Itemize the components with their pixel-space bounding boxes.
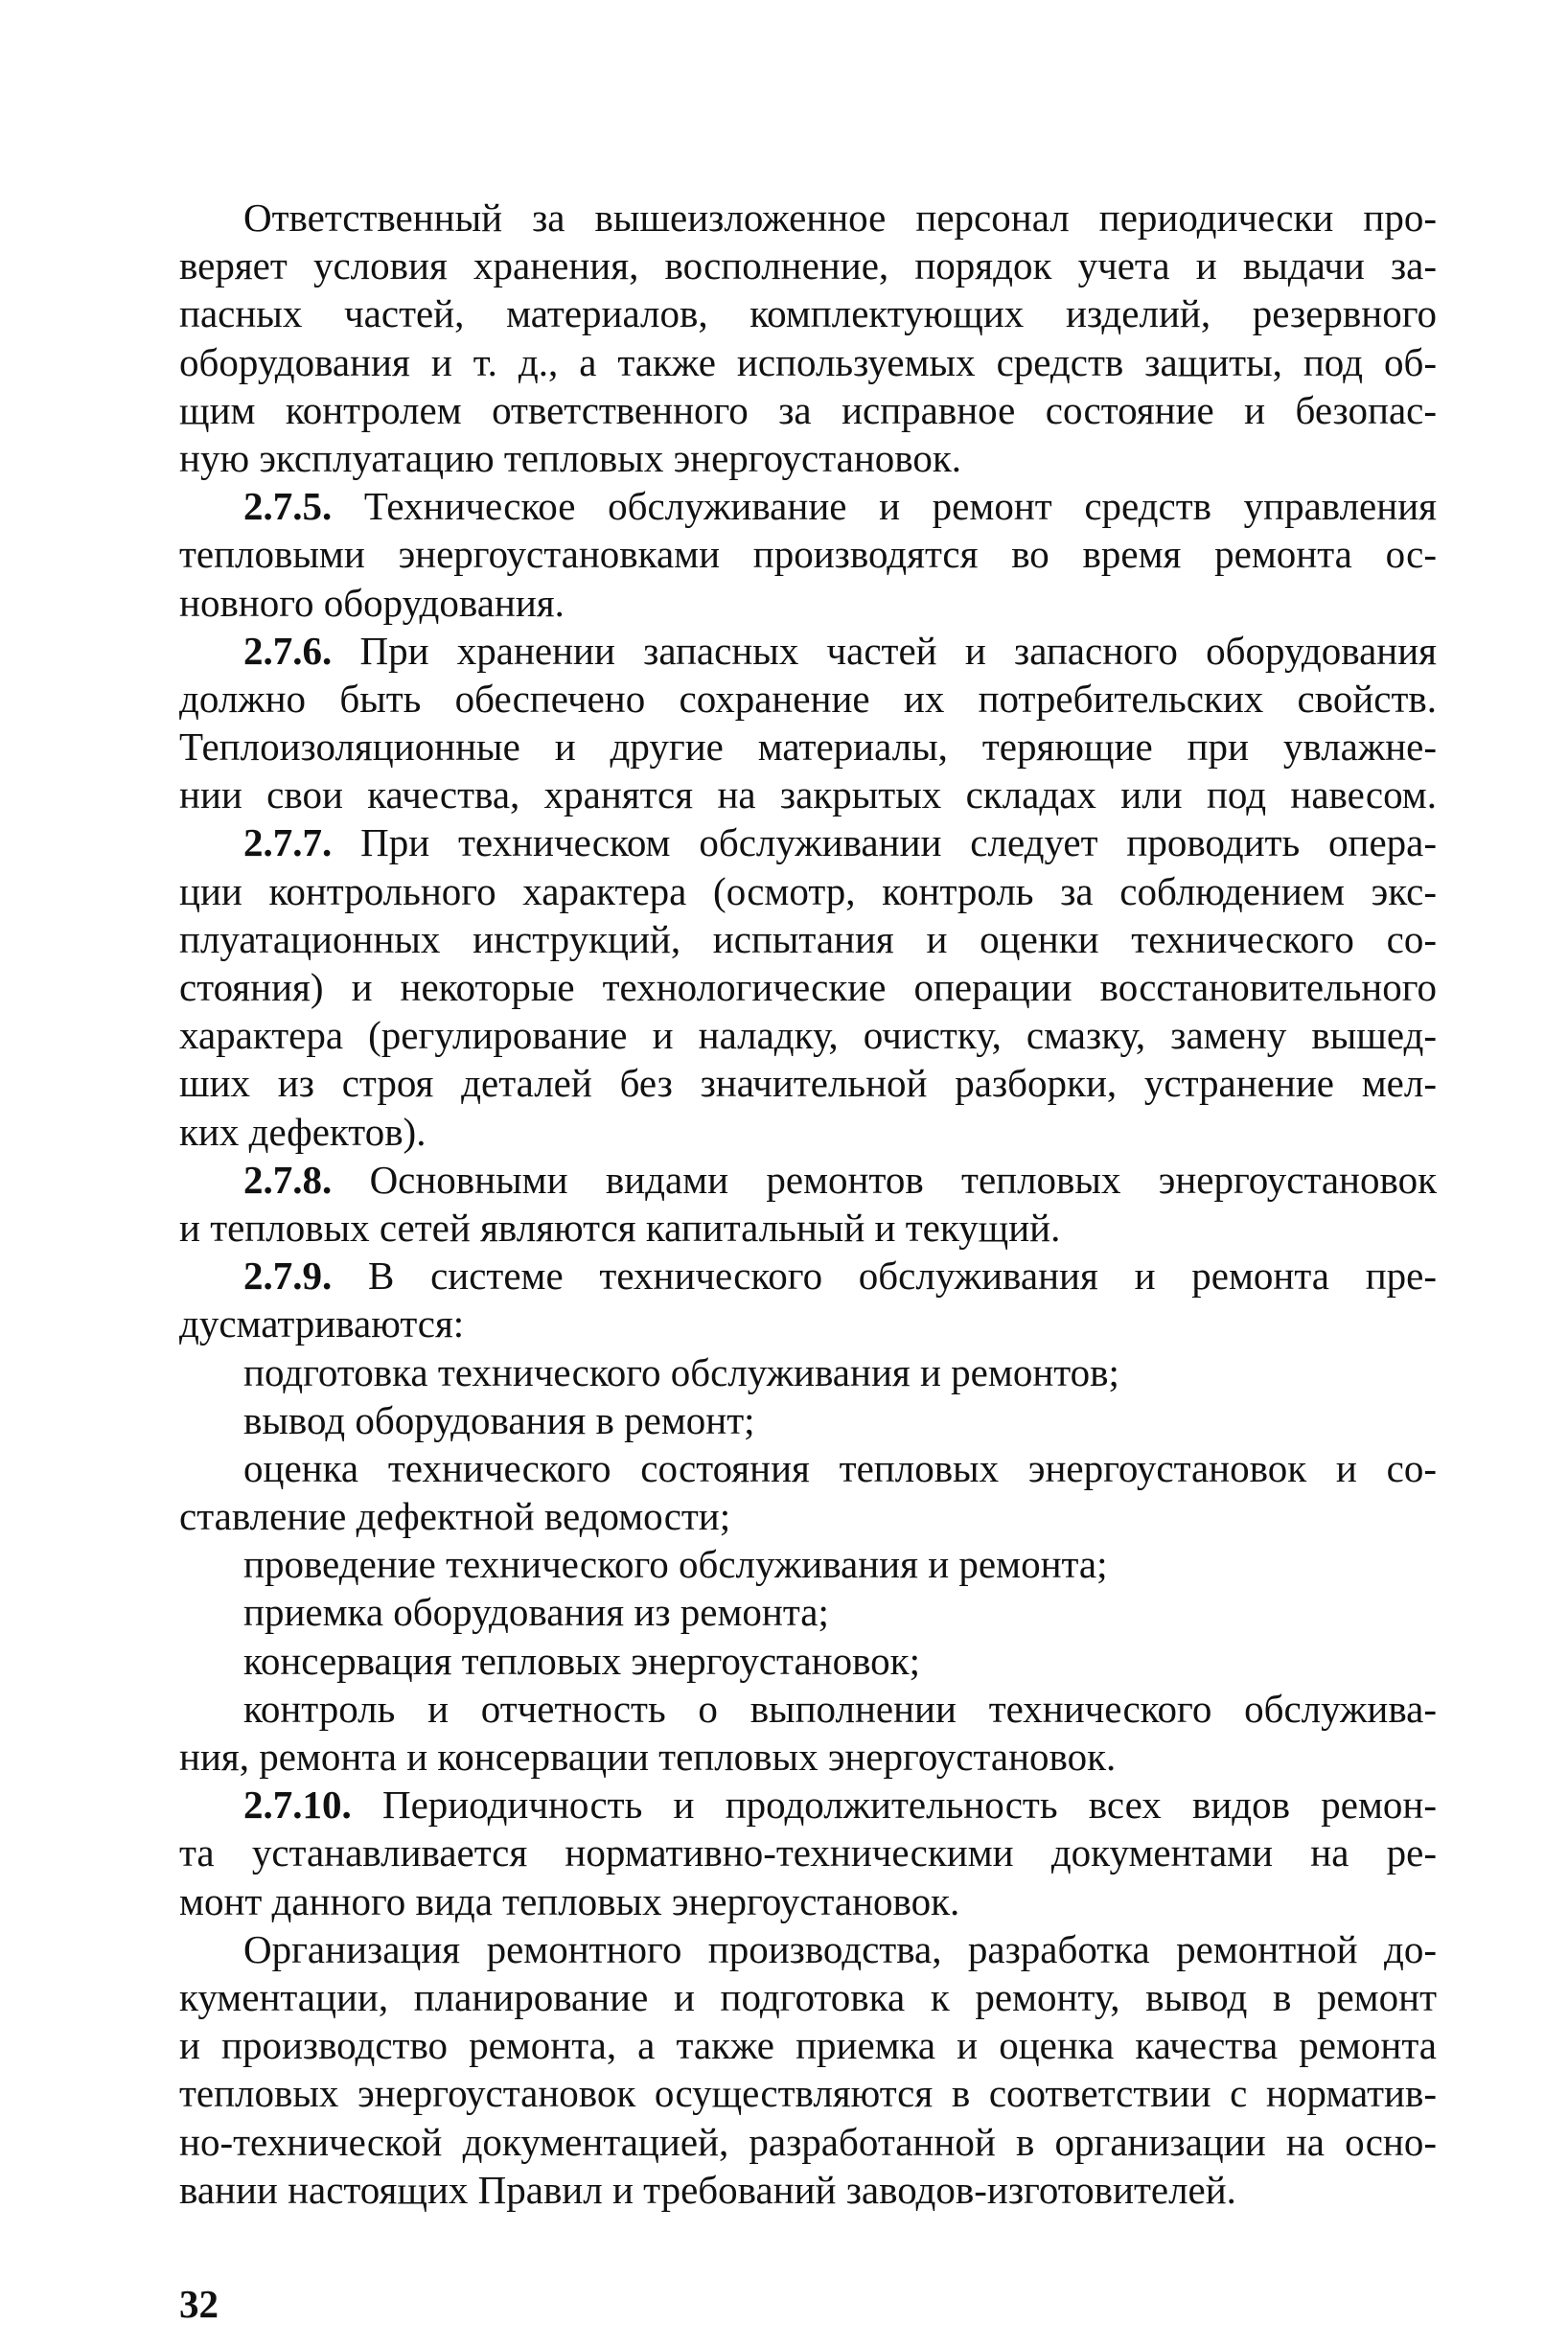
text-line: и тепловых сетей являются капитальный и текущий.	[179, 1205, 1061, 1250]
section-2-7-9	[179, 1252, 1437, 1347]
text-line-content: Периодичность и продолжительность всех видов ремон-	[382, 1783, 1438, 1828]
text-line	[179, 818, 1437, 866]
text-line: стояния) и некоторые технологические операции восстановительного	[179, 965, 1437, 1009]
section-2-7-5	[179, 482, 1437, 627]
text-line: ставление дефектной ведомости;	[179, 1494, 731, 1539]
section-number: 2.7.5.	[243, 484, 333, 529]
list-item	[179, 1348, 1437, 1396]
list-item	[179, 1540, 1437, 1588]
text-line: нии свои качества, хранятся на закрытых складах или под навесом.	[179, 772, 1437, 817]
section-2-7-8	[179, 1156, 1437, 1252]
section-number: 2.7.9.	[243, 1254, 333, 1299]
section-number: 2.7.10.	[243, 1783, 352, 1828]
text-block	[179, 194, 1437, 2214]
section-number: 2.7.6.	[243, 628, 333, 673]
text-line: пасных частей, материалов, комплектующих изделий, резервного	[179, 291, 1437, 336]
list-item	[179, 1637, 1437, 1685]
text-line: плуатационных инструкций, испытания и оценки технического со-	[179, 916, 1437, 961]
text-line: но-технической документацией, разработанной в организации на осно-	[179, 2119, 1437, 2164]
text-line: та устанавливается нормативно-техническими документами на ре-	[179, 1830, 1437, 1875]
section-2-7-6	[179, 627, 1437, 819]
text-line: новного оборудования.	[179, 580, 565, 625]
text-line-content: При техническом обслуживании следует проводить опера-	[360, 820, 1437, 865]
text-line	[179, 482, 1437, 530]
text-line: тепловых энергоустановок осуществляются в соответствии с норматив-	[179, 2071, 1437, 2116]
text-line	[179, 1781, 1437, 1829]
list-item	[179, 1396, 1437, 1444]
text-line: кументации, планирование и подготовка к ремонту, вывод в ремонт	[179, 1974, 1437, 2019]
text-line: подготовка технического обслуживания и ремонтов;	[243, 1349, 1119, 1394]
text-line: характера (регулирование и наладку, очистку, смазку, замену вышед-	[179, 1013, 1437, 1058]
section-number: 2.7.8.	[243, 1157, 333, 1202]
text-line: должно быть обеспечено сохранение их потребительских свойств.	[179, 676, 1437, 721]
section-2-7-7	[179, 818, 1437, 1155]
text-line-content: Техническое обслуживание и ремонт средств управления	[363, 484, 1437, 529]
text-line: ких дефектов).	[179, 1109, 427, 1154]
text-line	[179, 1156, 1437, 1204]
text-line	[179, 1252, 1437, 1300]
text-line: щим контролем ответственного за исправное состояние и безопас-	[179, 387, 1437, 432]
text-line-content: В системе технического обслуживания и ремонта пре-	[368, 1254, 1437, 1299]
page-number: 32	[179, 2282, 219, 2326]
text-line: вании настоящих Правил и требований заводов-изготовителей.	[179, 2167, 1236, 2212]
text-line: ную эксплуатацию тепловых энергоустановок.	[179, 435, 962, 480]
list-item	[179, 1685, 1437, 1781]
paragraph	[179, 194, 1437, 482]
text-line: контроль и отчетность о выполнении технического обслужива-	[243, 1686, 1437, 1731]
section-number: 2.7.7.	[243, 820, 333, 865]
text-line-content: При хранении запасных частей и запасного оборудования	[359, 628, 1438, 673]
text-line: вывод оборудования в ремонт;	[243, 1397, 755, 1442]
text-line: и производство ремонта, а также приемка и оценка качества ремонта	[179, 2023, 1437, 2068]
list-item	[179, 1588, 1437, 1636]
text-line: тепловыми энергоустановками производятся во время ремонта ос-	[179, 532, 1437, 577]
list-item	[179, 1444, 1437, 1540]
text-line: ших из строя деталей без значительной разборки, устранение мел-	[179, 1061, 1437, 1106]
section-2-7-10	[179, 1781, 1437, 1925]
text-line: оборудования и т. д., а также используемых средств защиты, под об-	[179, 339, 1437, 384]
text-line: Организация ремонтного производства, разработка ремонтной до-	[243, 1926, 1437, 1971]
text-line: оценка технического состояния тепловых энергоустановок и со-	[243, 1445, 1437, 1490]
text-line-content: Основными видами ремонтов тепловых энергоустановок	[369, 1157, 1437, 1202]
paragraph	[179, 1925, 1437, 2214]
text-line: ния, ремонта и консервации тепловых энергоустановок.	[179, 1735, 1117, 1779]
text-line: проведение технического обслуживания и ремонта;	[243, 1542, 1108, 1587]
text-line	[179, 627, 1437, 675]
text-line: дусматриваются:	[179, 1301, 465, 1346]
text-line: консервация тепловых энергоустановок;	[243, 1638, 920, 1683]
text-line: ции контрольного характера (осмотр, контроль за соблюдением экс-	[179, 868, 1437, 913]
text-line: Ответственный за вышеизложенное персонал периодически про-	[243, 196, 1437, 240]
text-line: приемка оборудования из ремонта;	[243, 1590, 829, 1635]
text-line: Теплоизоляционные и другие материалы, теряющие при увлажне-	[179, 725, 1437, 770]
text-line: веряет условия хранения, восполнение, порядок учета и выдачи за-	[179, 243, 1437, 288]
text-line: монт данного вида тепловых энергоустановок.	[179, 1878, 960, 1923]
